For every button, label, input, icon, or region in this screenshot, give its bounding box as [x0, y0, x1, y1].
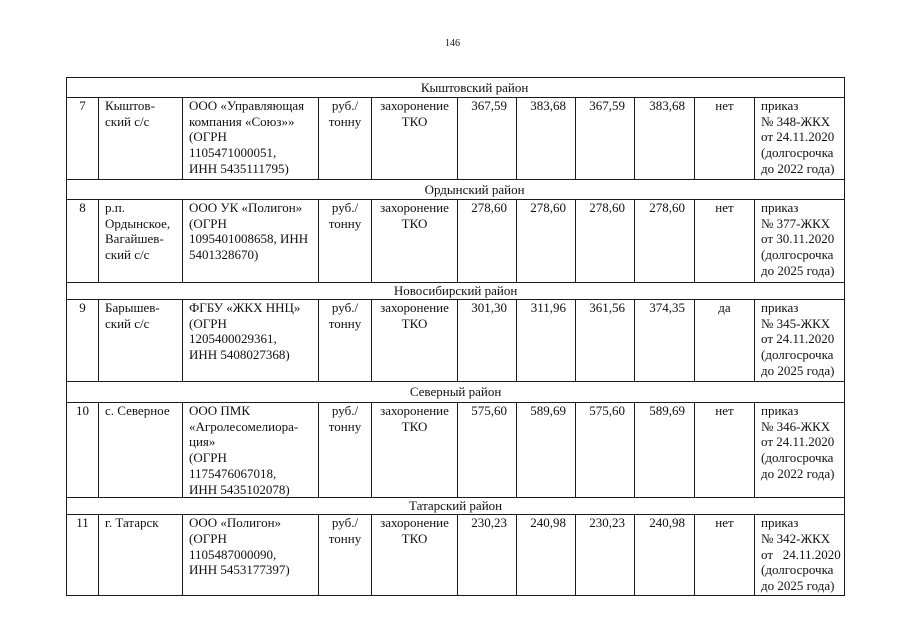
flag-cell: нет [695, 515, 755, 596]
tariff-cell-3: 230,23 [576, 515, 635, 596]
locality-cell: г. Татарск [99, 515, 183, 596]
row-number: 11 [67, 515, 99, 596]
row-number: 9 [67, 300, 99, 382]
service-cell: захоронение ТКО [372, 98, 458, 180]
region-name: Татарский район [67, 498, 845, 515]
unit-cell: руб./ тонну [319, 98, 372, 180]
page-number: 146 [445, 38, 460, 49]
tariff-cell-3: 367,59 [576, 98, 635, 180]
tariff-cell-1: 367,59 [458, 98, 517, 180]
region-row [67, 78, 845, 98]
region-name: Ордынский район [67, 180, 845, 200]
locality-cell: с. Северное [99, 403, 183, 498]
service-cell: захоронение ТКО [372, 403, 458, 498]
order-cell: приказ № 377-ЖКХ от 30.11.2020 (долгосрочка до 2025 года) [755, 200, 845, 283]
order-cell: приказ № 342-ЖКХ от 24.11.2020 (долгосрочка до 2025 года) [755, 515, 845, 596]
flag-cell: нет [695, 200, 755, 283]
unit-cell: руб./ тонну [319, 200, 372, 283]
locality-cell: Кыштов- ский с/с [99, 98, 183, 180]
service-cell: захоронение ТКО [372, 515, 458, 596]
tariff-cell-4: 240,98 [635, 515, 695, 596]
region-row [67, 498, 845, 515]
unit-cell: руб./ тонну [319, 403, 372, 498]
tariff-cell-4: 383,68 [635, 98, 695, 180]
tariff-cell-4: 278,60 [635, 200, 695, 283]
table-row [67, 403, 845, 498]
tariff-cell-2: 383,68 [517, 98, 576, 180]
tariff-cell-1: 230,23 [458, 515, 517, 596]
unit-cell: руб./ тонну [319, 515, 372, 596]
region-row [67, 180, 845, 200]
order-cell: приказ № 348-ЖКХ от 24.11.2020 (долгосрочка до 2022 года) [755, 98, 845, 180]
region-name: Кыштовский район [67, 78, 845, 98]
table-row [67, 515, 845, 596]
tariff-cell-3: 278,60 [576, 200, 635, 283]
locality-cell: р.п. Ордынское, Вагайшев- ский с/с [99, 200, 183, 283]
tariff-cell-3: 361,56 [576, 300, 635, 382]
unit-cell: руб./ тонну [319, 300, 372, 382]
table-row [67, 98, 845, 180]
tariff-table [66, 77, 845, 596]
flag-cell: нет [695, 98, 755, 180]
flag-cell: нет [695, 403, 755, 498]
tariff-cell-3: 575,60 [576, 403, 635, 498]
organization-cell: ООО УК «Полигон» (ОГРН 1095401008658, ИНН 5401328670) [183, 200, 319, 283]
region-row [67, 382, 845, 403]
table-row [67, 300, 845, 382]
organization-cell: ООО ПМК «Агролесомелиора- ция» (ОГРН 1175476067018, ИНН 5435102078) [183, 403, 319, 498]
tariff-cell-4: 374,35 [635, 300, 695, 382]
locality-cell: Барышев- ский с/с [99, 300, 183, 382]
region-name: Северный район [67, 382, 845, 403]
table-row [67, 200, 845, 283]
organization-cell: ООО «Управляющая компания «Союз»» (ОГРН 1105471000051, ИНН 5435111795) [183, 98, 319, 180]
tariff-cell-1: 278,60 [458, 200, 517, 283]
tariff-cell-2: 240,98 [517, 515, 576, 596]
order-cell: приказ № 346-ЖКХ от 24.11.2020 (долгосрочка до 2022 года) [755, 403, 845, 498]
service-cell: захоронение ТКО [372, 300, 458, 382]
region-row [67, 283, 845, 300]
row-number: 10 [67, 403, 99, 498]
tariff-cell-2: 589,69 [517, 403, 576, 498]
row-number: 8 [67, 200, 99, 283]
tariff-cell-1: 575,60 [458, 403, 517, 498]
organization-cell: ООО «Полигон» (ОГРН 1105487000090, ИНН 5453177397) [183, 515, 319, 596]
service-cell: захоронение ТКО [372, 200, 458, 283]
region-name: Новосибирский район [67, 283, 845, 300]
row-number: 7 [67, 98, 99, 180]
tariff-cell-2: 311,96 [517, 300, 576, 382]
order-cell: приказ № 345-ЖКХ от 24.11.2020 (долгосрочка до 2025 года) [755, 300, 845, 382]
tariff-cell-2: 278,60 [517, 200, 576, 283]
tariff-cell-1: 301,30 [458, 300, 517, 382]
tariff-cell-4: 589,69 [635, 403, 695, 498]
organization-cell: ФГБУ «ЖКХ ННЦ» (ОГРН 1205400029361, ИНН 5408027368) [183, 300, 319, 382]
flag-cell: да [695, 300, 755, 382]
